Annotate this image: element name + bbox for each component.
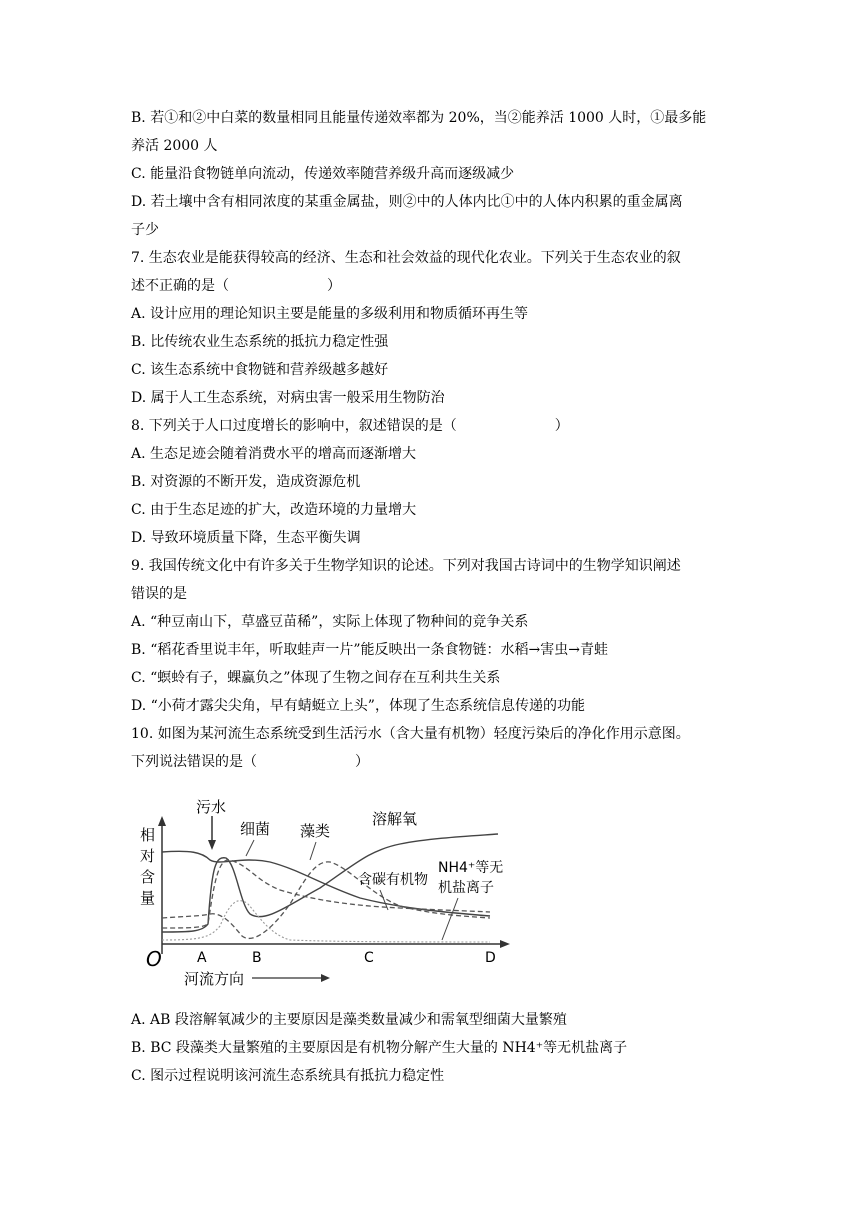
option-6b-line2: 养活 2000 人	[131, 138, 218, 154]
question-9-stem-line2: 错误的是	[131, 586, 187, 602]
option-7b: B. 比传统农业生态系统的抵抗力稳定性强	[131, 334, 389, 350]
y-label-char-4: 量	[140, 889, 156, 907]
point-b-label: B	[252, 950, 262, 966]
y-label-char-1: 相	[140, 826, 156, 844]
nh4-label-line1: NH4⁺等无	[438, 860, 504, 876]
option-6b-line1: B. 若①和②中白菜的数量相同且能量传递效率都为 20%，当②能养活 1000 人时，①最多能	[131, 110, 707, 126]
organic-carbon-label: 含碳有机物	[358, 872, 428, 888]
river-purification-figure	[140, 794, 510, 988]
option-6d-line1: D. 若土壤中含有相同浓度的某重金属盐，则②中的人体内比①中的人体内积累的重金属离	[131, 194, 683, 210]
option-8b: B. 对资源的不断开发，造成资源危机	[131, 474, 361, 490]
question-10-stem-line1: 10. 如图为某河流生态系统受到生活污水（含大量有机物）轻度污染后的净化作用示意图。	[131, 726, 690, 742]
option-8d: D. 导致环境质量下降，生态平衡失调	[131, 530, 361, 546]
option-8c: C. 由于生态足迹的扩大，改造环境的力量增大	[131, 502, 417, 518]
question-7-stem-line2: 述不正确的是（ ）	[131, 278, 341, 294]
question-10-stem-line2: 下列说法错误的是（ ）	[131, 754, 369, 770]
algae-leader-line	[310, 842, 316, 860]
option-7d: D. 属于人工生态系统，对病虫害一般采用生物防治	[131, 390, 445, 406]
option-7a: A. 设计应用的理论知识主要是能量的多级利用和物质循环再生等	[131, 306, 529, 322]
option-9d: D. “小荷才露尖尖角，早有蜻蜓立上头”，体现了生态系统信息传递的功能	[131, 698, 585, 714]
option-6d-line2: 子少	[131, 222, 159, 238]
x-label: 河流方向	[184, 970, 245, 988]
sewage-arrowhead	[208, 840, 216, 850]
sewage-label: 污水	[196, 798, 227, 816]
point-c-label: C	[364, 950, 374, 966]
option-9a: A. “种豆南山下，草盛豆苗稀”，实际上体现了物种间的竞争关系	[131, 614, 529, 630]
nh4-leader-line	[442, 898, 458, 940]
option-7c: C. 该生态系统中食物链和营养级越多越好	[131, 362, 389, 378]
option-9b: B. “稻花香里说丰年，听取蛙声一片”能反映出一条食物链：水稻→害虫→青蛙	[131, 642, 608, 658]
question-8-stem: 8. 下列关于人口过度增长的影响中，叙述错误的是（ ）	[131, 418, 569, 434]
algae-label: 藻类	[300, 822, 331, 840]
origin-label: O	[146, 947, 162, 971]
river-direction-arrowhead	[321, 974, 330, 982]
question-9-stem-line1: 9. 我国传统文化中有许多关于生物学知识的论述。下列对我国古诗词中的生物学知识阐述	[131, 558, 681, 574]
dissolved-oxygen-label: 溶解氧	[372, 810, 418, 828]
bacteria-label: 细菌	[240, 820, 271, 838]
nh4-label-line2: 机盐离子	[438, 880, 494, 896]
bacteria-leader-line	[246, 840, 254, 856]
y-axis-arrow	[158, 816, 166, 826]
y-label-char-2: 对	[140, 847, 156, 865]
nh4-ions-curve	[162, 901, 490, 942]
option-10c: C. 图示过程说明该河流生态系统具有抵抗力稳定性	[131, 1068, 445, 1084]
y-label-char-3: 含	[140, 868, 156, 886]
option-6c: C. 能量沿食物链单向流动，传递效率随营养级升高而逐级减少	[131, 166, 515, 182]
question-7-stem-line1: 7. 生态农业是能获得较高的经济、生态和社会效益的现代化农业。下列关于生态农业的叙	[131, 250, 681, 266]
point-d-label: D	[485, 950, 496, 966]
x-axis-arrow	[500, 940, 510, 948]
option-10a: A. AB 段溶解氧减少的主要原因是藻类数量减少和需氧型细菌大量繁殖	[131, 1012, 567, 1028]
option-9c: C. “螟蛉有子，蜾蠃负之”体现了生物之间存在互利共生关系	[131, 670, 501, 686]
option-10b: B. BC 段藻类大量繁殖的主要原因是有机物分解产生大量的 NH4⁺等无机盐离子	[131, 1040, 628, 1056]
option-8a: A. 生态足迹会随着消费水平的增高而逐渐增大	[131, 446, 417, 462]
point-a-label: A	[197, 950, 207, 966]
